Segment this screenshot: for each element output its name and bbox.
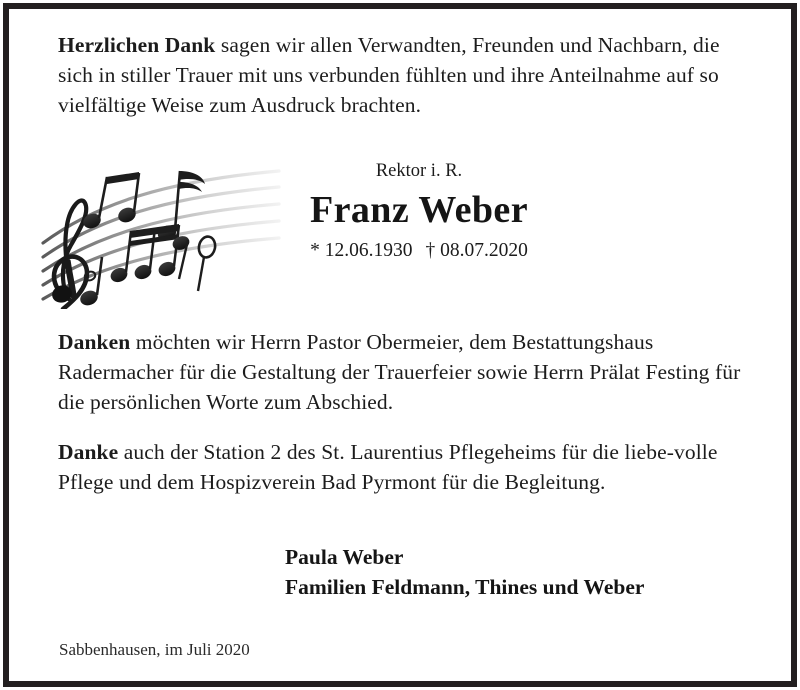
paragraph-thanks [58,30,758,120]
life-dates [239,238,599,264]
deceased-title: Rektor i. R. [375,161,463,181]
paragraph-danken-body: möchten wir Herrn Pastor Obermeier, dem Bestattungshaus Radermacher für die Gestaltung der Trauerfeier sowie Herrn Prälat Festing für die persönlichen Worte zum Abschied. [58,330,741,414]
signature-line-2: Familien Feldmann, Thines und Weber [285,575,645,599]
note-open-small [83,270,96,282]
paragraph-danke-lead: Danke [58,440,119,464]
notice-content [9,9,791,681]
deceased-name: Franz Weber [310,189,528,231]
birth-date: 12.06.1930 [324,240,413,261]
birth-symbol: * [310,240,320,261]
signature-line-1: Paula Weber [285,545,404,569]
paragraph-danke-body: auch der Station 2 des St. Laurentius Pflegeheims für die liebe-volle Pflege und dem Hospizverein Bad Pyrmont für die Begleitung. [58,440,718,494]
paragraph-thanks-body: sagen wir allen Verwandten, Freunden und Nachbarn, die sich in stiller Trauer mit uns verbunden fühlten und ihre Anteilnahme auf so vielfältige Weise zum Ausdruck brachten. [58,33,720,117]
note-quarter-low [78,257,102,308]
note-open-right [197,235,217,291]
footer-place-and-date: Sabbenhausen, im Juli 2020 [59,640,250,659]
note-eighth-flag [155,171,205,243]
paragraph-thanks-lead: Herzlichen Dank [58,33,216,57]
notice-border [3,3,797,687]
note-group-beamed-pair [81,172,139,231]
death-date: 08.07.2020 [440,240,528,261]
paragraph-danken [58,327,758,417]
paragraph-danke [58,437,758,497]
note-quarter-right [171,234,192,279]
note-group-beamed-triplet [108,224,179,285]
signature-block [285,542,644,602]
paragraph-danken-lead: Danken [58,330,131,354]
treble-clef-icon [50,200,87,309]
memorial-name-block [239,159,599,264]
death-symbol: † [425,240,436,261]
